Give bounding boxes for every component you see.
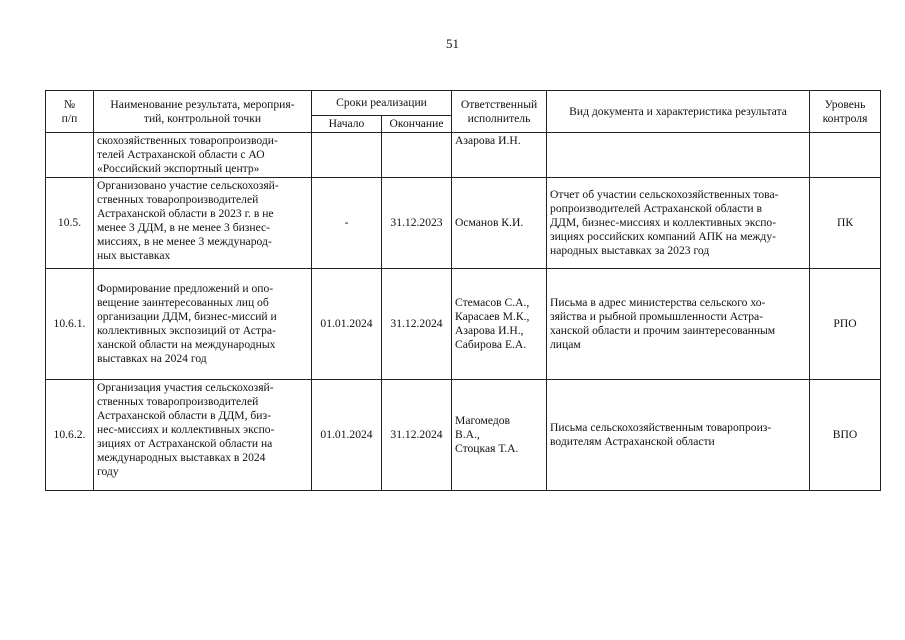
- row-executor: Османов К.И.: [452, 178, 547, 269]
- row-name: Организация участия сельскохозяй- ственных товаропроизводителей Астраханской области в ДДМ, биз- нес-миссиях и коллективных экспо- зициях от Астраханской области на международных выставках в 2024 году: [94, 380, 312, 491]
- header-level: Уровень контроля: [810, 91, 881, 133]
- row-level: [810, 133, 881, 178]
- row-end: 31.12.2023: [382, 178, 452, 269]
- row-name: Организовано участие сельскохозяй- ственных товаропроизводителей Астраханской области в 2023 г. в не менее 3 ДДМ, в не менее 3 бизнес- миссиях, в не менее 3 международ- ных выставках: [94, 178, 312, 269]
- row-doc: Письма сельскохозяйственным товаропроиз- водителям Астраханской области: [547, 380, 810, 491]
- row-doc: Письма в адрес министерства сельского хо- зяйства и рыбной промышленности Астра- ханской области и прочим заинтересованным лицам: [547, 269, 810, 380]
- header-doc: Вид документа и характеристика результата: [547, 91, 810, 133]
- header-num: № п/п: [46, 91, 94, 133]
- header-start: Начало: [312, 116, 382, 133]
- header-end: Окончание: [382, 116, 452, 133]
- header-row: [46, 91, 881, 116]
- row-num: 10.6.1.: [46, 269, 94, 380]
- table-row: [46, 178, 881, 269]
- row-executor: Магомедов В.А., Стоцкая Т.А.: [452, 380, 547, 491]
- row-doc: [547, 133, 810, 178]
- row-name: скохозяйственных товаропроизводи- телей Астраханской области с АО «Российский экспортный центр»: [94, 133, 312, 178]
- row-start: 01.01.2024: [312, 269, 382, 380]
- table-row: [46, 380, 881, 491]
- row-num: 10.5.: [46, 178, 94, 269]
- row-name: Формирование предложений и опо- вещение заинтересованных лиц об организации ДДМ, бизнес-миссий и коллективных экспозиций от Астра- ханской области на международных выставках на 2024 год: [94, 269, 312, 380]
- table-row: [46, 269, 881, 380]
- page-number: 51: [446, 36, 459, 51]
- row-executor: Азарова И.Н.: [452, 133, 547, 178]
- row-num: [46, 133, 94, 178]
- row-executor: Стемасов С.А., Карасаев М.К., Азарова И.Н., Сабирова Е.А.: [452, 269, 547, 380]
- header-deadlines: Сроки реализации: [312, 91, 452, 116]
- row-num: 10.6.2.: [46, 380, 94, 491]
- row-level: ВПО: [810, 380, 881, 491]
- row-end: [382, 133, 452, 178]
- row-level: ПК: [810, 178, 881, 269]
- row-end: 31.12.2024: [382, 269, 452, 380]
- row-start: [312, 133, 382, 178]
- header-name: Наименование результата, мероприя- тий, контрольной точки: [94, 91, 312, 133]
- plan-table: [45, 90, 881, 491]
- row-doc: Отчет об участии сельскохозяйственных това- ропроизводителей Астраханской области в ДДМ, бизнес-миссиях и коллективных экспо- зициях российских компаний АПК на между- народных выставках за 2023 год: [547, 178, 810, 269]
- header-executor: Ответственный исполнитель: [452, 91, 547, 133]
- row-start: 01.01.2024: [312, 380, 382, 491]
- row-start: -: [312, 178, 382, 269]
- row-end: 31.12.2024: [382, 380, 452, 491]
- table-row: [46, 133, 881, 178]
- row-level: РПО: [810, 269, 881, 380]
